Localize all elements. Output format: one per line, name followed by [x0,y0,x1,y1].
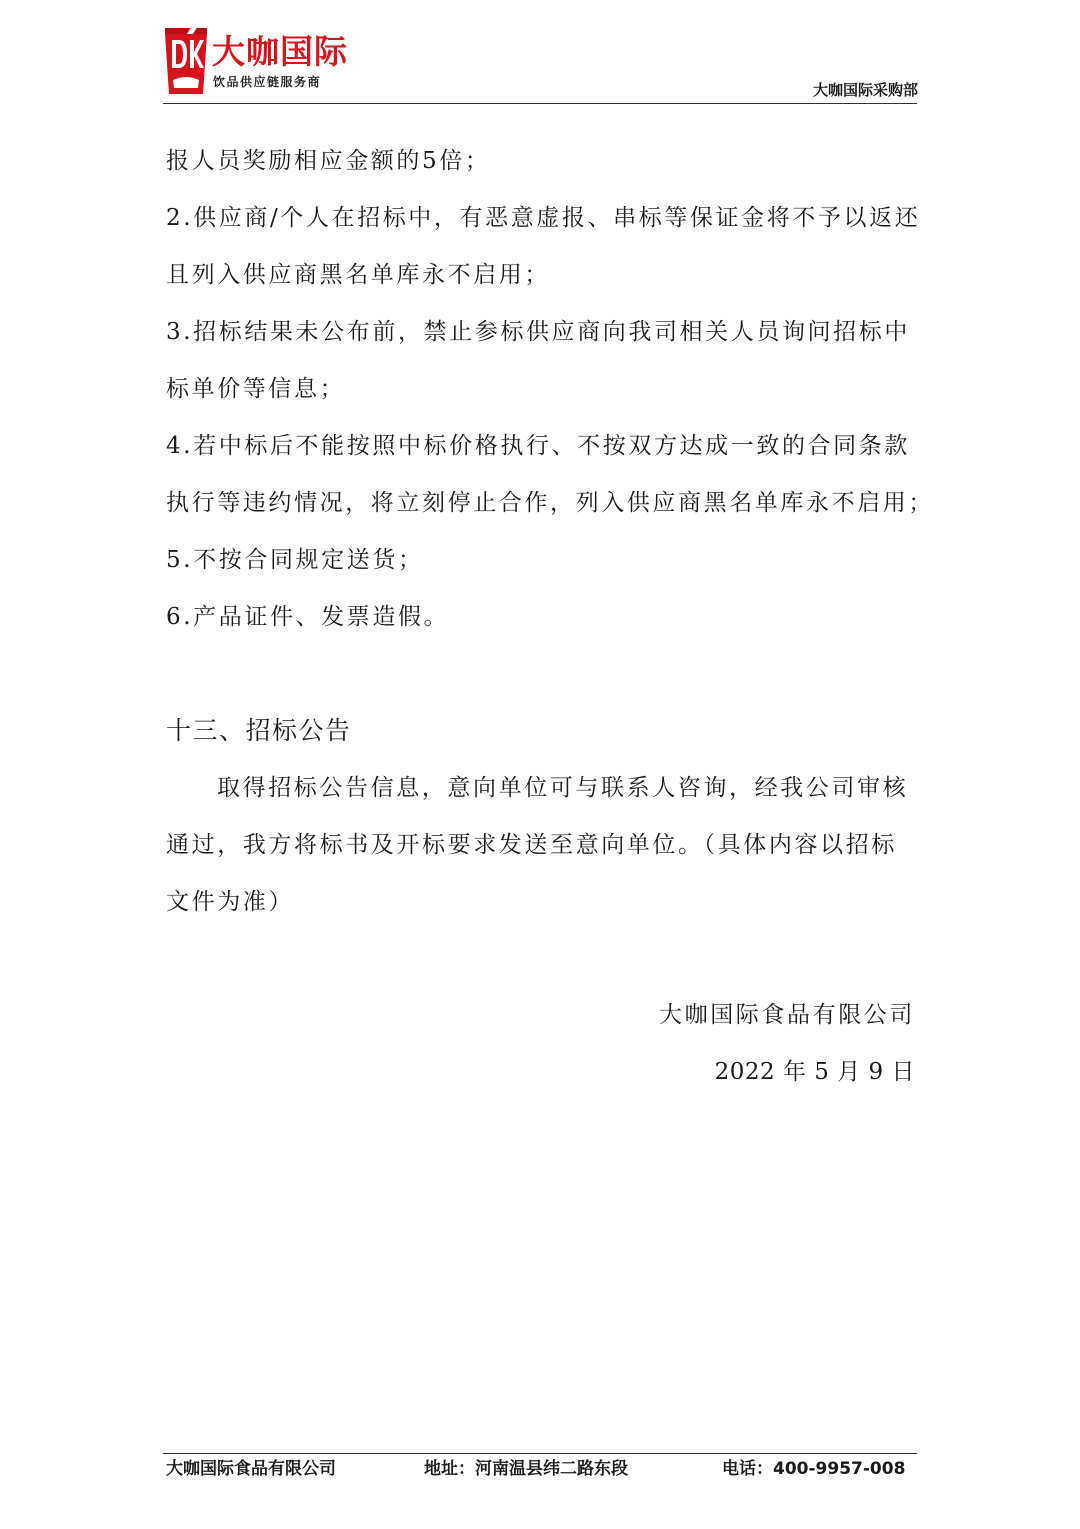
footer-company: 大咖国际食品有限公司 [166,1459,336,1479]
footer-divider [163,1453,917,1454]
footer-phone: 电话：400-9957-008 [722,1459,906,1479]
footer-address: 地址：河南温县纬二路东段 [424,1459,628,1479]
body-line: 标单价等信息； [166,376,346,402]
section-paragraph-line: 通过，我方将标书及开标要求发送至意向单位。（具体内容以招标 [166,832,897,858]
body-line: 6.产品证件、发票造假。 [166,604,450,630]
logo-name: 大咖国际 [212,32,348,71]
header-department: 大咖国际采购部 [812,81,918,99]
body-line: 3.招标结果未公布前，禁止参标供应商向我司相关人员询问招标中 [166,319,910,345]
header-divider [163,103,917,104]
signature-company: 大咖国际食品有限公司 [659,1002,915,1028]
body-line: 5.不按合同规定送货； [166,547,424,573]
signature-date: 2022 年 5 月 9 日 [714,1059,915,1085]
logo-tagline: 饮品供应链服务商 [213,75,322,89]
body-line: 且列入供应商黑名单库永不启用； [166,262,550,288]
section-heading: 十三、招标公告 [166,716,352,745]
section-paragraph-line: 取得招标公告信息，意向单位可与联系人咨询，经我公司审核 [217,775,909,801]
section-paragraph-line: 文件为准） [166,889,294,915]
body-line: 报人员奖励相应金额的5倍； [166,148,491,174]
body-line: 执行等违约情况，将立刻停止合作，列入供应商黑名单库永不启用； [166,490,934,516]
body-line: 2.供应商/个人在招标中，有恶意虚报、串标等保证金将不予以返还 [166,205,921,231]
company-logo-icon [163,24,209,96]
body-line: 4.若中标后不能按照中标价格执行、不按双方达成一致的合同条款 [166,433,910,459]
